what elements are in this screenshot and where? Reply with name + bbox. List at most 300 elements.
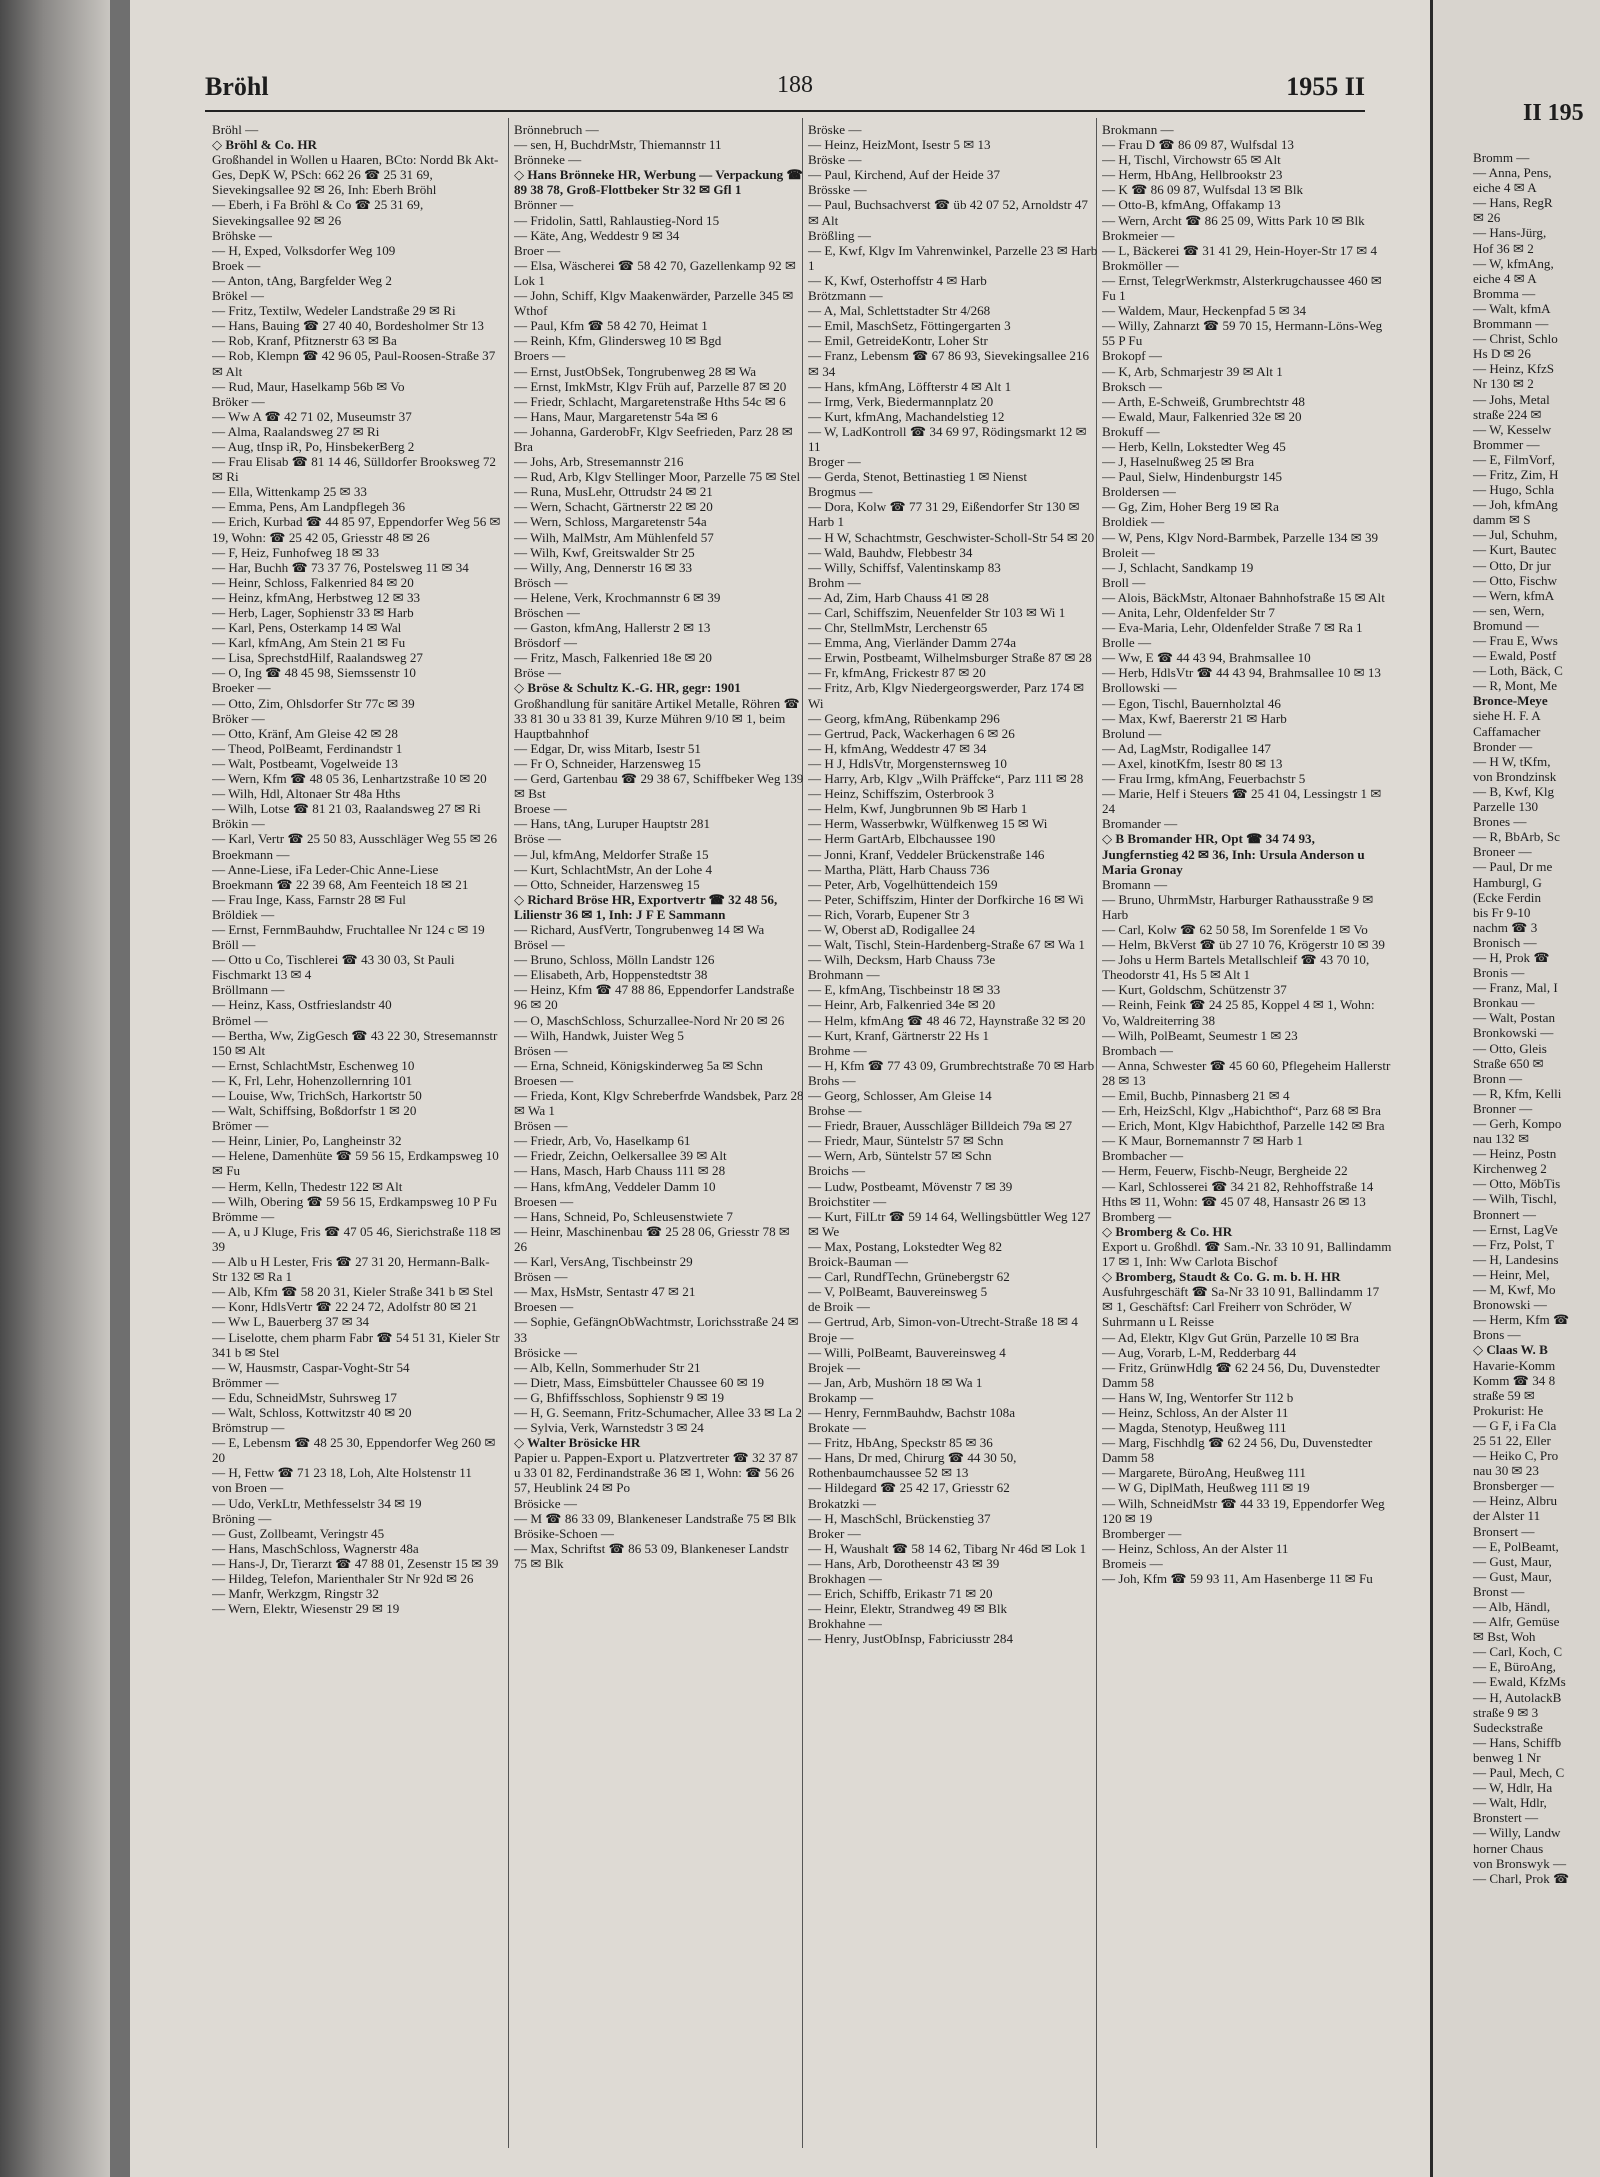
facing-page-entry: von Bronswyk —: [1473, 1855, 1567, 1871]
directory-entry: Broer —: [514, 242, 561, 258]
directory-entry: Broesen —: [514, 1193, 574, 1209]
directory-entry: Brönnebruch —: [514, 122, 599, 137]
directory-entry: — Heinr, Linier, Po, Langheinstr 32: [212, 1133, 402, 1149]
directory-entry: ◇ Hans Brönneke HR, Werbung — Verpackung ☎ 89 38 78, Groß-Flottbeker Str 32 ✉ Gfl 1: [514, 167, 803, 198]
directory-entry: — Alb u H Lester, Fris ☎ 27 31 20, Hermann-Balk-Str 132 ✉ Ra 1: [212, 1254, 490, 1285]
facing-page-entry: — Walt, Postan: [1473, 1010, 1555, 1026]
facing-page-entry: — Paul, Mech, C: [1473, 1765, 1565, 1781]
directory-entry: — Kurt, Goldschm, Schützenstr 37: [1102, 982, 1287, 998]
directory-column-4: [1102, 122, 1392, 2162]
directory-entry: ◇ B Bromander HR, Opt ☎ 34 74 93, Jungfernstieg 42 ✉ 36, Inh: Ursula Anderson u Maria Gronay: [1102, 831, 1365, 877]
directory-entry: Bröschen —: [514, 605, 580, 620]
directory-entry: — Wilh, Obering ☎ 59 56 15, Erdkampsweg 10 P Fu: [212, 1193, 497, 1209]
facing-page-entry: — Walt, kfmA: [1473, 300, 1551, 316]
directory-entry: — Herm GartArb, Elbchaussee 190: [808, 831, 996, 847]
facing-page-entry: Sudeckstraße: [1473, 1719, 1543, 1735]
directory-entry: Bröker —: [212, 393, 265, 409]
directory-entry: — Hans, Masch, Harb Chauss 111 ✉ 28: [514, 1163, 726, 1179]
directory-entry: — Martha, Plätt, Harb Chauss 736: [808, 861, 990, 877]
directory-entry: Brokopf —: [1102, 348, 1163, 364]
facing-page-entry: — Alfr, Gemüse: [1473, 1614, 1560, 1630]
directory-entry: — Henry, JustObInsp, Fabriciusstr 284: [808, 1631, 1013, 1647]
facing-page-entry: — W, kfmAng,: [1473, 255, 1554, 271]
directory-entry: — Friedr, Zeichn, Oelkersallee 39 ✉ Alt: [514, 1148, 727, 1164]
directory-entry: — Alma, Raalandsweg 27 ✉ Ri: [212, 423, 380, 439]
directory-entry: Bröll —: [212, 937, 256, 953]
directory-entry: — Waldem, Maur, Heckenpfad 5 ✉ 34: [1102, 303, 1307, 319]
facing-page-entry: — H, Prok ☎: [1473, 949, 1550, 965]
directory-entry: — Ernst, ImkMstr, Klgv Früh auf, Parzelle 87 ✉ 20: [514, 378, 787, 394]
facing-page-entry: Brommann —: [1473, 316, 1549, 332]
facing-page-entry: damm ✉ S: [1473, 512, 1531, 528]
directory-entry: Brösen —: [514, 1042, 568, 1058]
directory-entry: — Herm, Kelln, Thedestr 122 ✉ Alt: [212, 1178, 403, 1194]
facing-page-entry: Bronsert —: [1473, 1523, 1535, 1539]
facing-page-entry: — Hugo, Schla: [1473, 482, 1555, 498]
directory-entry: — Carl, RundfTechn, Grünebergstr 62: [808, 1269, 1010, 1285]
directory-entry: — V, PolBeamt, Bauvereinsweg 5: [808, 1284, 988, 1300]
directory-entry: — Emil, MaschSetz, Föttingergarten 3: [808, 318, 1011, 334]
directory-entry: — Rich, Vorarb, Eupener Str 3: [808, 906, 970, 922]
facing-page-entry: Bronsberger —: [1473, 1478, 1554, 1494]
directory-entry: Broldiek —: [1102, 514, 1165, 530]
directory-entry: — Friedr, Brauer, Ausschläger Billdeich 79a ✉ 27: [808, 1118, 1073, 1134]
directory-entry: — Reinh, Kfm, Glindersweg 10 ✉ Bgd: [514, 333, 722, 349]
directory-entry: — Wern, Schacht, Gärtnerstr 22 ✉ 20: [514, 499, 713, 515]
directory-entry: Brökin —: [212, 816, 265, 832]
directory-entry: — W, Hausmstr, Caspar-Voght-Str 54: [212, 1359, 410, 1375]
directory-entry: Brösel —: [514, 937, 565, 953]
facing-page-entry: — Carl, Koch, C: [1473, 1644, 1563, 1660]
directory-entry: — W G, DiplMath, Heußweg 111 ✉ 19: [1102, 1480, 1310, 1496]
directory-entry: — Heinz, Kass, Ostfrieslandstr 40: [212, 997, 392, 1013]
facing-page-entry: — R, Kfm, Kelli: [1473, 1085, 1562, 1101]
directory-entry: — E, Lebensm ☎ 48 25 30, Eppendorfer Weg 260 ✉ 20: [212, 1435, 496, 1466]
facing-page-entry: eiche 4 ✉ A: [1473, 270, 1537, 286]
facing-page-entry: — sen, Wern,: [1473, 602, 1545, 618]
facing-page-entry: Hs D ✉ 26: [1473, 346, 1531, 362]
directory-entry: — O, MaschSchloss, Schurzallee-Nord Nr 20 ✉ 26: [514, 1012, 785, 1028]
directory-entry: — Walt, Postbeamt, Vogelweide 13: [212, 755, 398, 771]
directory-entry: — Reinh, Feink ☎ 24 25 85, Koppel 4 ✉ 1, Wohn: Vo, Waldreiterring 38: [1102, 997, 1375, 1028]
directory-entry: — Gertrud, Pack, Wackerhagen 6 ✉ 26: [808, 725, 1015, 741]
directory-entry: — Friedr, Schlacht, Margaretenstraße Hths 54c ✉ 6: [514, 393, 786, 409]
directory-entry: Brokuff —: [1102, 423, 1160, 439]
facing-page-entry: — Gust, Maur,: [1473, 1553, 1552, 1569]
directory-entry: — Walt, Schloss, Kottwitzstr 40 ✉ 20: [212, 1404, 412, 1420]
directory-entry: — Ww A ☎ 42 71 02, Museumstr 37: [212, 408, 412, 424]
directory-entry: — Heinr, Schloss, Falkenried 84 ✉ 20: [212, 574, 414, 590]
directory-entry: — Max, Schriftst ☎ 86 53 09, Blankeneser Landstr 75 ✉ Blk: [514, 1540, 789, 1571]
facing-page-entry: — Otto, MöbTis: [1473, 1176, 1561, 1192]
directory-entry: — Friedr, Arb, Vo, Haselkamp 61: [514, 1133, 691, 1149]
directory-entry: — Wilh, Hdl, Altonaer Str 48a Hths: [212, 786, 401, 802]
directory-entry: Broers —: [514, 348, 566, 364]
directory-entry: — Alb, Kfm ☎ 58 20 31, Kieler Straße 341 b ✉ Stel: [212, 1284, 494, 1300]
facing-page-entry: — Wern, kfmA: [1473, 587, 1555, 603]
facing-page-entry: — Jul, Schuhm,: [1473, 527, 1558, 543]
directory-entry: Brombach —: [1102, 1042, 1173, 1058]
directory-entry: — Fritz, Textilw, Wedeler Landstraße 29 ✉ Ri: [212, 303, 456, 319]
directory-entry: — Max, Postang, Lokstedter Weg 82: [808, 1238, 1002, 1254]
directory-entry: — Paul, Sielw, Hindenburgstr 145: [1102, 469, 1283, 485]
directory-entry: — Wern, Schloss, Margaretenstr 54a: [514, 514, 707, 530]
facing-page-entry: Prokurist: He: [1473, 1402, 1544, 1418]
directory-entry: Brömel —: [212, 1012, 268, 1028]
facing-page-entry: bis Fr 9-10: [1473, 904, 1531, 920]
directory-entry: — Otto-B, kfmAng, Offakamp 13: [1102, 197, 1281, 213]
directory-entry: Bromeis —: [1102, 1555, 1163, 1571]
directory-entry: — Marie, Helf i Steuers ☎ 25 41 04, Lessingstr 1 ✉ 24: [1102, 786, 1382, 817]
directory-entry: — Erna, Schneid, Königskinderweg 5a ✉ Schn: [514, 1057, 763, 1073]
directory-entry: Brösicke —: [514, 1344, 577, 1360]
directory-entry: — Johanna, GarderobFr, Klgv Seefrieden, Parz 28 ✉ Bra: [514, 423, 793, 454]
directory-entry: de Broik —: [808, 1299, 870, 1315]
directory-entry: — Anne-Liese, iFa Leder-Chic Anne-Liese Broekmann ☎ 22 39 68, Am Feenteich 18 ✉ 21: [212, 861, 469, 892]
facing-page-entry: von Brondzinsk: [1473, 768, 1557, 784]
directory-entry: — H, G. Seemann, Fritz-Schumacher, Allee 33 ✉ La 2: [514, 1404, 802, 1420]
directory-entry: — W, LadKontroll ☎ 34 69 97, Rödingsmarkt 12 ✉ 11: [808, 423, 1087, 454]
facing-page-entry: ◇ Claas W. B: [1473, 1342, 1548, 1358]
facing-page-entry: Bronce-Meye: [1473, 693, 1548, 709]
directory-entry: — Hans, Maur, Margaretenstr 54a ✉ 6: [514, 408, 718, 424]
directory-entry: Brokhagen —: [808, 1571, 882, 1586]
facing-page-entry: nachm ☎ 3: [1473, 919, 1538, 935]
directory-entry: Brohme —: [808, 1042, 867, 1058]
directory-entry: — Heinz, Kfm ☎ 47 88 86, Eppendorfer Landstraße 96 ✉ 20: [514, 982, 795, 1013]
directory-entry: Papier u. Pappen-Export u. Platzvertreter ☎ 32 37 87 u 33 01 82, Ferdinandstraße 36 ✉ 1, Wohn: ☎ 56 26 57, Heublink 24 ✉ Po: [514, 1450, 798, 1496]
directory-entry: — Hans-J, Dr, Tierarzt ☎ 47 88 01, Zesenstr 15 ✉ 39: [212, 1555, 499, 1571]
facing-page-entry: — Hans, Schiffb: [1473, 1734, 1562, 1750]
facing-page-entry: — Herm, Kfm ☎: [1473, 1312, 1570, 1328]
directory-entry: — Hildeg, Telefon, Marienthaler Str Nr 92d ✉ 26: [212, 1571, 474, 1586]
directory-entry: Bröhl —: [212, 122, 259, 137]
directory-entry: — Max, Kwf, Baererstr 21 ✉ Harb: [1102, 710, 1287, 726]
directory-entry: Broek —: [212, 257, 261, 273]
directory-entry: — Eva-Maria, Lehr, Oldenfelder Straße 7 ✉ Ra 1: [1102, 620, 1363, 636]
directory-entry: — H W, Schachtmstr, Geschwister-Scholl-Str 54 ✉ 20: [808, 529, 1095, 545]
directory-entry: — Karl, Schlosserei ☎ 34 21 82, Rehhoffstraße 14 Hths ✉ 11, Wohn: ☎ 45 07 48, Hansastr 26 ✉ 13: [1102, 1178, 1374, 1209]
directory-entry: — Helm, BkVerst ☎ üb 27 10 76, Krögerstr 10 ✉ 39: [1102, 937, 1385, 953]
directory-entry: — Ernst, FernmBauhdw, Fruchtallee Nr 124 c ✉ 19: [212, 921, 485, 937]
directory-entry: ◇ Walter Brösicke HR: [514, 1435, 641, 1451]
facing-page-entry: — Franz, Mal, I: [1473, 980, 1558, 996]
directory-entry: — Wald, Bauhdw, Flebbestr 34: [808, 544, 973, 560]
directory-entry: — Bertha, Ww, ZigGesch ☎ 43 22 30, Stresemannstr 150 ✉ Alt: [212, 1027, 498, 1058]
directory-entry: — Helene, Damenhüte ☎ 59 56 15, Erdkampsweg 10 ✉ Fu: [212, 1148, 499, 1179]
directory-entry: — Helm, kfmAng ☎ 48 46 72, Haynstraße 32 ✉ 20: [808, 1012, 1086, 1028]
directory-entry: — Wilh, SchneidMstr ☎ 44 33 19, Eppendorfer Weg 120 ✉ 19: [1102, 1495, 1385, 1526]
directory-entry: Brösen —: [514, 1118, 568, 1134]
directory-entry: — O, Ing ☎ 48 45 98, Siemssenstr 10: [212, 665, 416, 681]
directory-entry: Brönneke —: [514, 152, 582, 168]
directory-entry: — Magda, Stenotyp, Heußweg 111: [1102, 1420, 1287, 1436]
facing-page-entry: — Heinz, Albru: [1473, 1493, 1558, 1509]
facing-page-entry: 25 51 22, Eller: [1473, 1432, 1551, 1448]
directory-entry: — Jonni, Kranf, Veddeler Brückenstraße 146: [808, 846, 1045, 862]
directory-entry: Brogmus —: [808, 484, 873, 500]
directory-entry: — Franz, Lebensm ☎ 67 86 93, Sievekingsallee 216 ✉ 34: [808, 348, 1090, 379]
directory-entry: — Fritz, Masch, Falkenried 18e ✉ 20: [514, 650, 712, 666]
directory-entry: — Wilh, MalMstr, Am Mühlenfeld 57: [514, 529, 714, 545]
directory-entry: ◇ Bröse & Schultz K.-G. HR, gegr: 1901: [514, 680, 741, 696]
directory-entry: — K ☎ 86 09 87, Wulfsdal 13 ✉ Blk: [1102, 182, 1304, 198]
directory-entry: — Lisa, SprechstdHilf, Raalandsweg 27: [212, 650, 423, 666]
directory-entry: — Anita, Lehr, Oldenfelder Str 7: [1102, 605, 1275, 620]
facing-page-entry: Parzelle 130: [1473, 799, 1539, 815]
directory-entry: — Peter, Schiffszim, Hinter der Dorfkirche 16 ✉ Wi: [808, 891, 1084, 907]
directory-entry: — Karl, kfmAng, Am Stein 21 ✉ Fu: [212, 635, 406, 651]
facing-page-entry: — H, Landesins: [1473, 1251, 1559, 1267]
directory-entry: Broeker —: [212, 680, 271, 696]
directory-entry: — Gerda, Stenot, Bettinastieg 1 ✉ Nienst: [808, 469, 1027, 485]
directory-entry: — Heinz, kfmAng, Herbstweg 12 ✉ 33: [212, 589, 421, 605]
directory-entry: — Willy, Ang, Dennerstr 16 ✉ 33: [514, 559, 693, 575]
directory-entry: — Bruno, Schloss, Mölln Landstr 126: [514, 952, 715, 968]
facing-page-entry: — Heinz, KfzS: [1473, 361, 1555, 377]
directory-entry: — Elsa, Wäscherei ☎ 58 42 70, Gazellenkamp 92 ✉ Lok 1: [514, 257, 796, 288]
column-divider: [508, 118, 509, 2148]
facing-page-entry: Bronowski —: [1473, 1297, 1547, 1313]
directory-entry: — Frau D ☎ 86 09 87, Wulfsdal 13: [1102, 137, 1294, 153]
directory-entry: — Egon, Tischl, Bauernholztal 46: [1102, 695, 1281, 711]
directory-entry: — Aug, Vorarb, L-M, Redderbarg 44: [1102, 1344, 1297, 1360]
directory-entry: — Ad, Zim, Harb Chauss 41 ✉ 28: [808, 589, 989, 605]
directory-entry: — Fr O, Schneider, Harzensweg 15: [514, 755, 701, 771]
facing-page-entry: — R, BbArb, Sc: [1473, 829, 1560, 845]
directory-entry: — Wilh, Decksm, Harb Chauss 73e: [808, 952, 996, 968]
facing-page-entry: — Hans-Jürg,: [1473, 225, 1547, 241]
directory-entry: — Jul, kfmAng, Meldorfer Straße 15: [514, 846, 709, 862]
directory-entry: — Erich, Kurbad ☎ 44 85 97, Eppendorfer Weg 56 ✉ 19, Wohn: ☎ 25 42 05, Griesstr 48 ✉ 26: [212, 514, 501, 545]
directory-entry: — Frieda, Kont, Klgv Schreberfrde Wandsbek, Parz 28 ✉ Wa 1: [514, 1088, 804, 1119]
directory-entry: Brökel —: [212, 288, 265, 304]
facing-page-entry: Bronstert —: [1473, 1810, 1539, 1826]
directory-entry: Bröldiek —: [212, 906, 275, 922]
directory-entry: Ausfuhrgeschäft ☎ Sa-Nr 33 10 91, Ballindamm 17 ✉ 1, Geschäftsf: Carl Freiherr von Schröder, W Suhrmann u L Reisse: [1102, 1284, 1380, 1330]
directory-entry: — Henry, FernmBauhdw, Bachstr 108a: [808, 1404, 1016, 1420]
facing-page-entry: — Heiko C, Pro: [1473, 1448, 1559, 1464]
facing-page-entry: benweg 1 Nr: [1473, 1749, 1541, 1765]
directory-entry: — W, Oberst aD, Rodigallee 24: [808, 921, 975, 937]
directory-entry: Bromann —: [1102, 876, 1168, 892]
directory-entry: — Hans, Dr med, Chirurg ☎ 44 30 50, Rothenbaumchaussee 52 ✉ 13: [808, 1450, 1017, 1481]
facing-page-entry: Straße 650 ✉: [1473, 1055, 1544, 1071]
directory-entry: — H, Waushalt ☎ 58 14 62, Tibarg Nr 46d ✉ Lok 1: [808, 1540, 1087, 1556]
directory-entry: — Hildegard ☎ 25 42 17, Griesstr 62: [808, 1480, 1010, 1496]
directory-entry: — Hans, Schneid, Po, Schleusenstwiete 7: [514, 1208, 733, 1224]
directory-entry: — Hans, kfmAng, Veddeler Damm 10: [514, 1178, 716, 1194]
facing-page-entry: Bronis —: [1473, 965, 1525, 981]
directory-entry: — Fritz, HbAng, Speckstr 85 ✉ 36: [808, 1435, 993, 1451]
directory-entry: Broichstiter —: [808, 1193, 887, 1209]
directory-entry: Brösike-Schoen —: [514, 1525, 615, 1541]
directory-entry: von Broen —: [212, 1480, 284, 1496]
directory-entry: — Johs u Herm Bartels Metallschleif ☎ 43 70 10, Theodorstr 41, Hs 5 ✉ Alt 1: [1102, 952, 1370, 983]
facing-page-entry: nau 30 ✉ 23: [1473, 1463, 1539, 1479]
facing-page-entry: — Wilh, Tischl,: [1473, 1191, 1557, 1207]
facing-page-entry: nau 132 ✉: [1473, 1131, 1530, 1147]
directory-entry: — Rud, Maur, Haselkamp 56b ✉ Vo: [212, 378, 405, 394]
facing-page-entry: — Hans, RegR: [1473, 195, 1553, 211]
directory-entry: Bromberger —: [1102, 1525, 1182, 1541]
directory-entry: Broick-Bauman —: [808, 1254, 908, 1270]
directory-entry: ◇ Bröhl & Co. HR: [212, 137, 317, 153]
directory-entry: — Hans W, Ing, Wentorfer Str 112 b: [1102, 1389, 1294, 1405]
directory-entry: Broesen —: [514, 1299, 574, 1315]
directory-entry: — Anna, Schwester ☎ 45 60 60, Pflegeheim Hallerstr 28 ✉ 13: [1102, 1057, 1391, 1088]
directory-entry: Brokatzki —: [808, 1495, 877, 1511]
directory-entry: — Joh, Kfm ☎ 59 93 11, Am Hasenberge 11 ✉ Fu: [1102, 1571, 1373, 1586]
directory-entry: — Hans, kfmAng, Löffterstr 4 ✉ Alt 1: [808, 378, 1012, 394]
facing-page-entry: Bronnert —: [1473, 1206, 1536, 1222]
directory-entry: — Alb, Kelln, Sommerhuder Str 21: [514, 1359, 701, 1375]
facing-page-entry: — Ewald, KfzMs: [1473, 1674, 1566, 1690]
directory-entry: — Erich, Schiffb, Erikastr 71 ✉ 20: [808, 1586, 993, 1602]
directory-entry: — Gerd, Gartenbau ☎ 29 38 67, Schiffbeker Weg 139 ✉ Bst: [514, 771, 804, 802]
directory-entry: Broldersen —: [1102, 484, 1176, 500]
directory-entry: — Edgar, Dr, wiss Mitarb, Isestr 51: [514, 740, 701, 756]
facing-page-entry: ✉ Bst, Woh: [1473, 1629, 1536, 1645]
directory-entry: — Wern, Kfm ☎ 48 05 36, Lenhartzstraße 10 ✉ 20: [212, 771, 487, 787]
facing-page-entry: — Walt, Hdlr,: [1473, 1795, 1547, 1811]
facing-page-entry: siehe H. F. A: [1473, 708, 1541, 724]
directory-entry: — Gaston, kfmAng, Hallerstr 2 ✉ 13: [514, 620, 711, 636]
directory-entry: Brokmann —: [1102, 122, 1174, 137]
directory-entry: — Fritz, GrünwHdlg ☎ 62 24 56, Du, Duvenstedter Damm 58: [1102, 1359, 1380, 1390]
directory-entry: — Erwin, Postbeamt, Wilhelmsburger Straße 87 ✉ 28: [808, 650, 1092, 666]
facing-page-entry: Caffamacher: [1473, 723, 1541, 739]
directory-entry: — Otto, Zim, Ohlsdorfer Str 77c ✉ 39: [212, 695, 415, 711]
directory-entry: Bromander —: [1102, 816, 1178, 832]
directory-entry: — H, Tischl, Virchowstr 65 ✉ Alt: [1102, 152, 1281, 168]
facing-page-entry: — Anna, Pens,: [1473, 165, 1552, 181]
facing-page-entry: — Ewald, Postf: [1473, 648, 1557, 664]
directory-entry: — Ella, Wittenkamp 25 ✉ 33: [212, 484, 367, 500]
directory-entry: — Louise, Ww, TrichSch, Harkortstr 50: [212, 1088, 422, 1103]
facing-page-entry: — Fritz, Zim, H: [1473, 466, 1559, 482]
directory-entry: — Har, Buchh ☎ 73 37 76, Postelsweg 11 ✉ 34: [212, 559, 469, 575]
directory-entry: Brohm —: [808, 574, 861, 590]
directory-entry: — Wilh, PolBeamt, Seumestr 1 ✉ 23: [1102, 1027, 1298, 1043]
directory-entry: Bröker —: [212, 710, 265, 726]
directory-entry: — K, Arb, Schmarjestr 39 ✉ Alt 1: [1102, 363, 1283, 379]
facing-page-entry: — Alb, Händl,: [1473, 1599, 1551, 1614]
directory-entry: — E, kfmAng, Tischbeinstr 18 ✉ 33: [808, 982, 1001, 998]
directory-entry: — Otto, Kränf, Am Gleise 42 ✉ 28: [212, 725, 398, 741]
directory-entry: — Wern, Arb, Süntelstr 57 ✉ Schn: [808, 1148, 992, 1164]
facing-page-entry: — Charl, Prok ☎: [1473, 1870, 1570, 1886]
directory-entry: — Herb, Kelln, Lokstedter Weg 45: [1102, 438, 1286, 454]
facing-page-entry: — Otto, Fischw: [1473, 572, 1558, 588]
directory-entry: — Herb, Lager, Sophienstr 33 ✉ Harb: [212, 605, 414, 620]
directory-entry: — Wilh, Handwk, Juister Weg 5: [514, 1027, 684, 1043]
directory-entry: — Frau Elisab ☎ 81 14 46, Sülldorfer Brooksweg 72 ✉ Ri: [212, 454, 496, 485]
directory-entry: — H, Exped, Volksdorfer Weg 109: [212, 242, 396, 258]
directory-entry: — Walt, Schiffsing, Boßdorfstr 1 ✉ 20: [212, 1103, 417, 1119]
directory-entry: Brokhahne —: [808, 1616, 882, 1632]
facing-page-entry: Hamburgl, G: [1473, 874, 1542, 890]
directory-entry: — Emma, Pens, Am Landpflegeh 36: [212, 499, 406, 515]
header-year: 1955 II: [1286, 72, 1365, 101]
directory-entry: — Liselotte, chem pharm Fabr ☎ 54 51 31, Kieler Str 341 b ✉ Stel: [212, 1329, 500, 1360]
directory-entry: Bröhske —: [212, 227, 273, 243]
directory-entry: Brohse —: [808, 1103, 862, 1119]
directory-entry: — Marg, Fischhdlg ☎ 62 24 56, Du, Duvenstedter Damm 58: [1102, 1435, 1373, 1466]
directory-entry: — Heinr, Arb, Falkenried 34e ✉ 20: [808, 997, 996, 1013]
directory-entry: Bröse —: [514, 665, 561, 681]
directory-entry: — Johs, Arb, Stresemannstr 216: [514, 454, 684, 470]
directory-entry: Broger —: [808, 454, 861, 470]
directory-entry: — Paul, Buchsachverst ☎ üb 42 07 52, Arnoldstr 47 ✉ Alt: [808, 197, 1088, 228]
facing-page-entry: — Heinr, Mel,: [1473, 1266, 1550, 1282]
directory-entry: — Fritz, Arb, Klgv Niedergeorgswerder, Parz 174 ✉ Wi: [808, 680, 1085, 711]
facing-page-entry: — Joh, kfmAng: [1473, 497, 1558, 513]
directory-entry: — Elisabeth, Arb, Hoppenstedtstr 38: [514, 967, 708, 983]
directory-entry: — Ludw, Postbeamt, Mövenstr 7 ✉ 39: [808, 1178, 1013, 1194]
directory-entry: — J, Schlacht, Sandkamp 19: [1102, 559, 1254, 575]
facing-page-entry: — Gust, Maur,: [1473, 1568, 1552, 1584]
directory-entry: Brönner —: [514, 197, 574, 213]
directory-entry: — Ad, Elektr, Klgv Gut Grün, Parzelle 10 ✉ Bra: [1102, 1329, 1359, 1345]
facing-page-entry: — Heinz, Postn: [1473, 1146, 1557, 1162]
directory-entry: — Willi, PolBeamt, Bauvereinsweg 4: [808, 1344, 1006, 1360]
directory-entry: Broekmann —: [212, 846, 290, 862]
directory-entry: — Peter, Arb, Vogelhüttendeich 159: [808, 876, 998, 892]
directory-entry: — H J, HdlsVtr, Morgensternsweg 10: [808, 755, 1007, 771]
directory-entry: — Willy, Zahnarzt ☎ 59 70 15, Hermann-Löns-Weg 55 P Fu: [1102, 318, 1383, 349]
directory-entry: — Hans, MaschSchloss, Wagnerstr 48a: [212, 1540, 419, 1556]
directory-entry: — Kurt, kfmAng, Machandelstieg 12: [808, 408, 1005, 424]
directory-entry: — Herm, Wasserbwkr, Wülfkenweg 15 ✉ Wi: [808, 816, 1048, 832]
directory-entry: ◇ Bromberg, Staudt & Co. G. m. b. H. HR: [1102, 1269, 1341, 1285]
directory-entry: — Anton, tAng, Bargfelder Weg 2: [212, 272, 392, 288]
facing-page-entry: Bromund —: [1473, 617, 1539, 633]
directory-entry: — Wern, Elektr, Wiesenstr 29 ✉ 19: [212, 1601, 400, 1617]
facing-page-entry: Broneer —: [1473, 844, 1532, 860]
directory-entry: Brohmann —: [808, 967, 880, 983]
directory-entry: — Rud, Arb, Klgv Stellinger Moor, Parzelle 75 ✉ Stel: [514, 469, 801, 485]
facing-page-entry: — B, Kwf, Klg: [1473, 783, 1555, 799]
facing-page: [1430, 0, 1600, 2177]
directory-entry: — A, Mal, Schlettstadter Str 4/268: [808, 303, 991, 319]
directory-entry: — John, Schiff, Klgv Maakenwärder, Parzelle 345 ✉ Wthof: [514, 288, 794, 319]
directory-entry: — Jan, Arb, Mushörn 18 ✉ Wa 1: [808, 1374, 983, 1390]
directory-entry: — Chr, StellmMstr, Lerchenstr 65: [808, 620, 988, 636]
facing-page-entry: — Otto, Gleis: [1473, 1040, 1547, 1056]
facing-page-entry: Bronkowski —: [1473, 1025, 1554, 1041]
facing-page-entry: — Kurt, Bautec: [1473, 542, 1557, 558]
facing-page-entry: — W, Hdlr, Ha: [1473, 1780, 1553, 1796]
facing-page-entry: ✉ 26: [1473, 210, 1501, 226]
directory-entry: — Edu, SchneidMstr, Suhrsweg 17: [212, 1389, 397, 1405]
directory-entry: — Eberh, i Fa Bröhl & Co ☎ 25 31 69, Sievekingsallee 92 ✉ 26: [212, 197, 424, 228]
facing-page-entry: — Frz, Polst, T: [1473, 1236, 1554, 1252]
directory-entry: — Richard, AusfVertr, Tongrubenweg 14 ✉ Wa: [514, 921, 765, 937]
directory-entry: — Ernst, JustObSek, Tongrubenweg 28 ✉ Wa: [514, 363, 757, 379]
directory-entry: Brokamp —: [808, 1389, 874, 1405]
facing-page-entry: eiche 4 ✉ A: [1473, 180, 1537, 196]
directory-entry: — Kurt, SchlachtMstr, An der Lohe 4: [514, 861, 713, 877]
facing-page-entry: Bromma —: [1473, 285, 1536, 301]
facing-page-entry: horner Chaus: [1473, 1840, 1544, 1856]
directory-entry: — Dora, Kolw ☎ 77 31 29, Eißendorfer Str 130 ✉ Harb 1: [808, 499, 1080, 530]
directory-entry: ◇ Richard Bröse HR, Exportvertr ☎ 32 48 56, Lilienstr 36 ✉ 1, Inh: J F E Sammann: [514, 891, 778, 922]
directory-entry: — Käte, Ang, Weddestr 9 ✉ 34: [514, 227, 680, 243]
directory-entry: Großhandlung für sanitäre Artikel Metalle, Röhren ☎ 33 81 30 u 33 81 39, Kurze Mühren 9/10 ✉ 1, beim Hauptbahnhof: [514, 695, 800, 741]
directory-entry: — M ☎ 86 33 09, Blankeneser Landstraße 75 ✉ Blk: [514, 1510, 797, 1526]
header-keyword: Bröhl: [205, 72, 269, 101]
